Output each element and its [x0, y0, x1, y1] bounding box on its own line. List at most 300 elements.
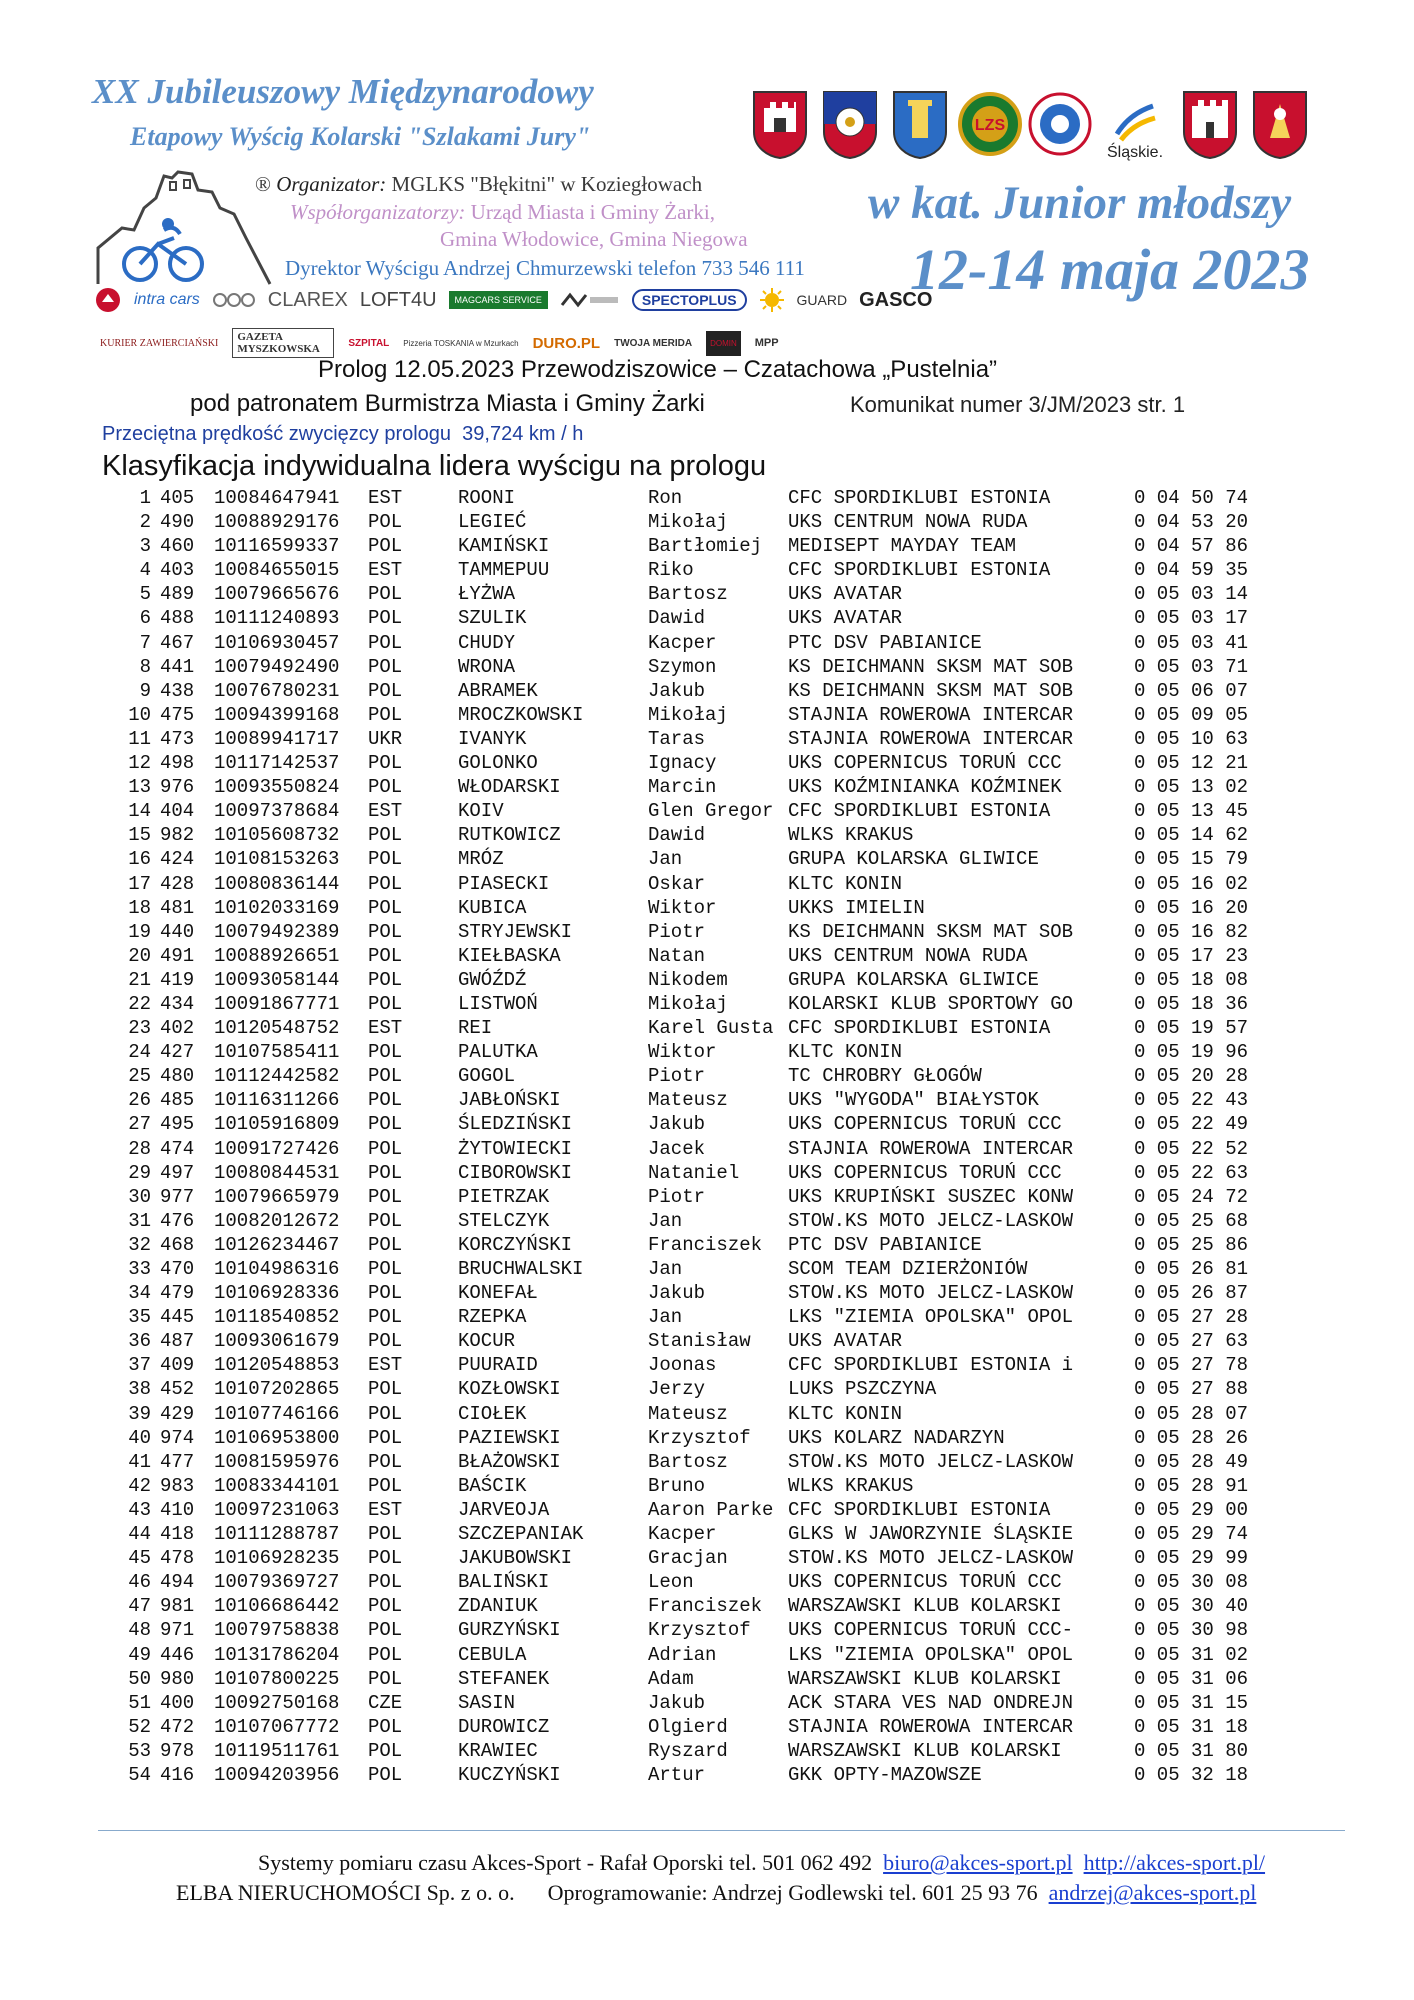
first-name: Jakub — [648, 1282, 706, 1305]
last-name: CEBULA — [458, 1643, 527, 1666]
nationality: EST — [368, 1354, 403, 1377]
nationality: POL — [368, 944, 403, 967]
position: 21 — [128, 968, 151, 991]
uci-id: 10126234467 — [214, 1233, 340, 1256]
bib-number: 978 — [160, 1739, 195, 1762]
uci-id: 10094203956 — [214, 1763, 340, 1786]
first-name: Bartłomiej — [648, 535, 763, 558]
finish-time: 0 05 26 87 — [1134, 1282, 1249, 1305]
finish-time: 0 05 18 36 — [1134, 992, 1249, 1015]
lzs-logo-icon — [958, 86, 1022, 162]
silesia-label: Śląskie. — [1106, 144, 1164, 161]
team-name: GLKS W JAWORZYNIE ŚLĄSKIE — [788, 1523, 1074, 1546]
bib-number: 491 — [160, 944, 195, 967]
last-name: MRÓZ — [458, 848, 504, 871]
first-name: Gracjan — [648, 1547, 728, 1570]
finish-time: 0 05 27 88 — [1134, 1378, 1249, 1401]
team-name: UKS CENTRUM NOWA RUDA — [788, 511, 1028, 534]
bib-number: 446 — [160, 1643, 195, 1666]
team-name: KLTC KONIN — [788, 1041, 903, 1064]
category-title: w kat. Junior młodszy — [868, 177, 1292, 229]
position: 33 — [128, 1258, 151, 1280]
wlodowice-crest-icon — [818, 86, 882, 162]
nationality: POL — [368, 655, 403, 678]
team-name: UKS COPERNICUS TORUŃ CCC — [788, 1571, 1062, 1594]
team-name: CFC SPORDIKLUBI ESTONIA — [788, 1017, 1051, 1040]
first-name: Franciszek — [648, 1233, 763, 1256]
bib-number: 460 — [160, 535, 195, 558]
uci-id: 10097231063 — [214, 1498, 340, 1521]
uci-id: 10088926651 — [214, 944, 340, 967]
bib-number: 497 — [160, 1161, 195, 1184]
finish-time: 0 05 30 98 — [1134, 1619, 1249, 1642]
position: 2 — [139, 511, 151, 534]
nationality: POL — [368, 1378, 403, 1401]
last-name: KOCUR — [458, 1330, 516, 1353]
first-name: Ron — [648, 487, 683, 509]
position: 28 — [128, 1137, 151, 1160]
bib-number: 477 — [160, 1450, 195, 1473]
position: 54 — [128, 1763, 151, 1786]
position: 38 — [128, 1378, 151, 1401]
email-link-andrzej[interactable]: andrzej@akces-sport.pl — [1048, 1880, 1257, 1905]
finish-time: 0 04 50 74 — [1134, 487, 1249, 509]
position: 51 — [128, 1691, 151, 1714]
team-name: STAJNIA ROWEROWA INTERCAR — [788, 727, 1074, 750]
team-name: WARSZAWSKI KLUB KOLARSKI — [788, 1739, 1062, 1762]
first-name: Jerzy — [648, 1378, 706, 1401]
last-name: JABŁOŃSKI — [458, 1089, 561, 1112]
team-name: STOW.KS MOTO JELCZ-LASKOW — [788, 1209, 1074, 1232]
race-dates: 12-14 maja 2023 — [910, 237, 1310, 302]
nationality: POL — [368, 607, 403, 630]
bib-number: 428 — [160, 872, 195, 895]
uci-id: 10111240893 — [214, 607, 340, 630]
team-name: STOW.KS MOTO JELCZ-LASKOW — [788, 1282, 1074, 1305]
last-name: KAMIŃSKI — [458, 535, 550, 558]
bib-number: 974 — [160, 1426, 195, 1449]
first-name: Jacek — [648, 1137, 706, 1160]
nationality: POL — [368, 1089, 403, 1112]
last-name: KIEŁBASKA — [458, 944, 561, 967]
team-name: UKS COPERNICUS TORUŃ CCC- — [788, 1619, 1074, 1642]
last-name: GWÓŹDŹ — [458, 968, 527, 991]
last-name: JAKUBOWSKI — [458, 1547, 573, 1570]
finish-time: 0 05 26 81 — [1134, 1258, 1249, 1280]
last-name: LEGIEĆ — [458, 511, 527, 534]
position: 7 — [139, 631, 151, 654]
first-name: Franciszek — [648, 1595, 763, 1618]
sponsor-merida: TWOJA MERIDA — [614, 337, 693, 349]
sponsor-magcars: MAGCARS SERVICE — [449, 291, 548, 309]
finish-time: 0 05 27 78 — [1134, 1354, 1249, 1377]
coorganizer-label: Współorganizatorzy: — [290, 200, 466, 224]
last-name: KOIV — [458, 800, 504, 823]
footer-divider — [98, 1830, 1345, 1831]
team-name: STOW.KS MOTO JELCZ-LASKOW — [788, 1450, 1074, 1473]
position: 52 — [128, 1715, 151, 1738]
last-name: TAMMEPUU — [458, 559, 550, 582]
position: 17 — [128, 872, 151, 895]
position: 5 — [139, 583, 151, 606]
sponsor-domin: DOMIN — [706, 331, 741, 356]
bib-number: 474 — [160, 1137, 195, 1160]
first-name: Nataniel — [648, 1161, 740, 1184]
bib-number: 445 — [160, 1306, 195, 1329]
bib-number: 409 — [160, 1354, 195, 1377]
position: 32 — [128, 1233, 151, 1256]
position: 29 — [128, 1161, 151, 1184]
team-name: KS DEICHMANN SKSM MAT SOB — [788, 655, 1074, 678]
uci-id: 10083344101 — [214, 1474, 340, 1497]
first-name: Mikołaj — [648, 992, 728, 1015]
sun-icon — [759, 287, 785, 313]
nationality: POL — [368, 679, 403, 702]
bib-number: 485 — [160, 1089, 195, 1112]
nationality: POL — [368, 1619, 403, 1642]
event-subtitle: Etapowy Wyścig Kolarski "Szlakami Jury" — [130, 122, 591, 151]
team-name: CFC SPORDIKLUBI ESTONIA i — [788, 1354, 1074, 1377]
last-name: PAZIEWSKI — [458, 1426, 561, 1449]
team-name: MEDISEPT MAYDAY TEAM — [788, 535, 1017, 558]
software-credit: Oprogramowanie: Andrzej Godlewski tel. 601 25 93 76 — [547, 1880, 1038, 1905]
finish-time: 0 05 17 23 — [1134, 944, 1249, 967]
team-name: SCOM TEAM DZIERŻONIÓW — [788, 1258, 1028, 1280]
uci-id: 10076780231 — [214, 679, 340, 702]
uci-id: 10117142537 — [214, 752, 340, 775]
first-name: Adam — [648, 1667, 694, 1690]
nationality: POL — [368, 1426, 403, 1449]
bib-number: 478 — [160, 1547, 195, 1570]
first-name: Jakub — [648, 679, 706, 702]
finish-time: 0 05 29 00 — [1134, 1498, 1249, 1521]
finish-time: 0 05 29 74 — [1134, 1523, 1249, 1546]
first-name: Wiktor — [648, 896, 717, 919]
nationality: EST — [368, 1498, 403, 1521]
bib-number: 476 — [160, 1209, 195, 1232]
position: 43 — [128, 1498, 151, 1521]
team-name: KLTC KONIN — [788, 1402, 903, 1425]
email-link-biuro[interactable]: biuro@akces-sport.pl — [883, 1850, 1073, 1875]
last-name: ŚLEDZIŃSKI — [458, 1113, 573, 1136]
sponsor-duro: DURO.PL — [532, 334, 601, 352]
footer-line-1 — [258, 1850, 1265, 1876]
finish-time: 0 05 22 52 — [1134, 1137, 1249, 1160]
finish-time: 0 05 18 08 — [1134, 968, 1249, 991]
position: 35 — [128, 1306, 151, 1329]
finish-time: 0 05 03 71 — [1134, 655, 1249, 678]
sponsor-row-1 — [94, 286, 932, 314]
bib-number: 470 — [160, 1258, 195, 1280]
team-name: STAJNIA ROWEROWA INTERCAR — [788, 703, 1074, 726]
uci-id: 10084655015 — [214, 559, 340, 582]
first-name: Olgierd — [648, 1715, 728, 1738]
first-name: Ryszard — [648, 1739, 728, 1762]
uci-id: 10119511761 — [214, 1739, 340, 1762]
first-name: Bartosz — [648, 583, 728, 606]
sponsor-kurier: KURIER ZAWIERCIAŃSKI — [100, 337, 219, 349]
last-name: BRUCHWALSKI — [458, 1258, 584, 1280]
finish-time: 0 05 28 26 — [1134, 1426, 1249, 1449]
position: 26 — [128, 1089, 151, 1112]
bib-number: 467 — [160, 631, 195, 654]
communique-number: Komunikat numer 3/JM/2023 str. 1 — [850, 392, 1186, 417]
sponsor-chain-icon — [212, 289, 256, 311]
finish-time: 0 05 03 41 — [1134, 631, 1249, 654]
last-name: STRYJEWSKI — [458, 920, 573, 943]
first-name: Jan — [648, 1209, 683, 1232]
nationality: POL — [368, 1161, 403, 1184]
first-name: Mikołaj — [648, 703, 728, 726]
finish-time: 0 05 12 21 — [1134, 752, 1249, 775]
first-name: Mikołaj — [648, 511, 728, 534]
nationality: POL — [368, 1450, 403, 1473]
last-name: JARVEOJA — [458, 1498, 550, 1521]
sponsor-clarex: CLAREX — [267, 288, 348, 311]
speed-label: Przeciętna prędkość zwycięzcy prologu — [102, 423, 452, 445]
crests-row — [748, 86, 1312, 162]
nationality: POL — [368, 511, 403, 534]
bib-number: 487 — [160, 1330, 195, 1353]
bib-number: 424 — [160, 848, 195, 871]
position: 49 — [128, 1643, 151, 1666]
bib-number: 498 — [160, 752, 195, 775]
first-name: Krzysztof — [648, 1426, 751, 1449]
last-name: LISTWOŃ — [458, 992, 538, 1015]
uci-id: 10082012672 — [214, 1209, 340, 1232]
team-name: WARSZAWSKI KLUB KOLARSKI — [788, 1667, 1062, 1690]
position: 39 — [128, 1402, 151, 1425]
bib-number: 480 — [160, 1065, 195, 1088]
uci-id: 10120548752 — [214, 1017, 340, 1040]
last-name: KOZŁOWSKI — [458, 1378, 561, 1401]
bib-number: 490 — [160, 511, 195, 534]
first-name: Jakub — [648, 1691, 706, 1714]
last-name: CHUDY — [458, 631, 516, 654]
first-name: Stanisław — [648, 1330, 751, 1353]
finish-time: 0 05 14 62 — [1134, 824, 1249, 847]
position: 18 — [128, 896, 151, 919]
uci-id: 10089941717 — [214, 727, 340, 750]
team-name: STOW.KS MOTO JELCZ-LASKOW — [788, 1547, 1074, 1570]
nationality: POL — [368, 848, 403, 871]
first-name: Piotr — [648, 920, 706, 943]
sponsor-gasco: GASCO — [859, 288, 933, 311]
uci-id: 10102033169 — [214, 896, 340, 919]
bib-number: 419 — [160, 968, 195, 991]
position: 34 — [128, 1282, 151, 1305]
first-name: Joonas — [648, 1354, 717, 1377]
bib-number: 429 — [160, 1402, 195, 1425]
position: 14 — [128, 800, 151, 823]
nationality: POL — [368, 1065, 403, 1088]
position: 6 — [139, 607, 151, 630]
bib-number: 418 — [160, 1523, 195, 1546]
uci-id: 10118540852 — [214, 1306, 340, 1329]
first-name: Dawid — [648, 607, 706, 630]
team-name: PTC DSV PABIANICE — [788, 631, 982, 654]
first-name: Riko — [648, 559, 694, 582]
finish-time: 0 05 28 49 — [1134, 1450, 1249, 1473]
finish-time: 0 05 13 02 — [1134, 776, 1249, 799]
first-name: Oskar — [648, 872, 706, 895]
nationality: POL — [368, 1547, 403, 1570]
last-name: WŁODARSKI — [458, 776, 561, 799]
bib-number: 983 — [160, 1474, 195, 1497]
uci-id: 10080844531 — [214, 1161, 340, 1184]
sponsor-wave-icon — [560, 289, 620, 311]
uci-id: 10079758838 — [214, 1619, 340, 1642]
uci-id: 10105916809 — [214, 1113, 340, 1136]
nationality: EST — [368, 487, 403, 509]
nationality: POL — [368, 703, 403, 726]
last-name: STELCZYK — [458, 1209, 550, 1232]
position: 36 — [128, 1330, 151, 1353]
last-name: GOLONKO — [458, 752, 538, 775]
bib-number: 980 — [160, 1667, 195, 1690]
last-name: MROCZKOWSKI — [458, 703, 584, 726]
first-name: Aaron Parke — [648, 1498, 774, 1521]
position: 27 — [128, 1113, 151, 1136]
last-name: PUURAID — [458, 1354, 538, 1377]
nationality: EST — [368, 1017, 403, 1040]
uci-id: 10091867771 — [214, 992, 340, 1015]
uci-id: 10112442582 — [214, 1065, 340, 1088]
nationality: UKR — [368, 727, 403, 750]
sponsor-pizzeria: Pizzeria TOSKANIA w Mzurkach — [403, 338, 519, 348]
position: 40 — [128, 1426, 151, 1449]
position: 24 — [128, 1041, 151, 1064]
uci-id: 10079369727 — [214, 1571, 340, 1594]
team-name: KOLARSKI KLUB SPORTOWY GO — [788, 992, 1074, 1015]
last-name: ABRAMEK — [458, 679, 538, 702]
uci-id: 10091727426 — [214, 1137, 340, 1160]
nationality: POL — [368, 872, 403, 895]
mountain-cyclist-icon — [94, 168, 274, 288]
last-name: RUTKOWICZ — [458, 824, 561, 847]
team-name: UKS AVATAR — [788, 583, 903, 606]
position: 41 — [128, 1450, 151, 1473]
uci-id: 10111288787 — [214, 1523, 340, 1546]
bib-number: 403 — [160, 559, 195, 582]
team-name: UKS COPERNICUS TORUŃ CCC — [788, 1113, 1062, 1136]
position: 42 — [128, 1474, 151, 1497]
team-name: WARSZAWSKI KLUB KOLARSKI — [788, 1595, 1062, 1618]
uci-id: 10094399168 — [214, 703, 340, 726]
classification-title: Klasyfikacja indywidualna lidera wyścigu na prologu — [102, 450, 767, 482]
team-name: UKS AVATAR — [788, 1330, 903, 1353]
sponsor-row-2 — [100, 328, 779, 358]
uci-id: 10106928235 — [214, 1547, 340, 1570]
first-name: Glen Gregor — [648, 800, 774, 823]
uci-id: 10107585411 — [214, 1041, 340, 1064]
bib-number: 982 — [160, 824, 195, 847]
finish-time: 0 04 57 86 — [1134, 535, 1249, 558]
position: 13 — [128, 776, 151, 799]
finish-time: 0 05 03 17 — [1134, 607, 1249, 630]
team-name: KLTC KONIN — [788, 872, 903, 895]
uci-id: 10093058144 — [214, 968, 340, 991]
nationality: POL — [368, 896, 403, 919]
uci-id: 10116599337 — [214, 535, 340, 558]
team-name: CFC SPORDIKLUBI ESTONIA — [788, 800, 1051, 823]
finish-time: 0 05 32 18 — [1134, 1763, 1249, 1786]
website-link[interactable]: http://akces-sport.pl/ — [1083, 1850, 1266, 1875]
sponsor-intracars: intra cars — [134, 291, 200, 308]
last-name: KORCZYŃSKI — [458, 1233, 573, 1256]
position: 1 — [139, 487, 151, 509]
position: 31 — [128, 1209, 151, 1232]
finish-time: 0 05 06 07 — [1134, 679, 1249, 702]
bib-number: 981 — [160, 1595, 195, 1618]
silesia-waves-icon — [1111, 100, 1159, 144]
team-name: UKS "WYGODA" BIAŁYSTOK — [788, 1089, 1039, 1112]
coorganizer-value-1: Urząd Miasta i Gminy Żarki, — [470, 200, 716, 224]
uci-id: 10092750168 — [214, 1691, 340, 1714]
uci-id: 10106686442 — [214, 1595, 340, 1618]
first-name: Bruno — [648, 1474, 706, 1497]
nationality: POL — [368, 583, 403, 606]
last-name: PALUTKA — [458, 1041, 538, 1064]
last-name: BŁAŻOWSKI — [458, 1450, 561, 1473]
speed-value: 39,724 km / h — [462, 423, 584, 445]
position: 16 — [128, 848, 151, 871]
bib-number: 971 — [160, 1619, 195, 1642]
position: 4 — [139, 559, 151, 582]
zarki-crest-icon — [748, 86, 812, 162]
finish-time: 0 05 16 82 — [1134, 920, 1249, 943]
position: 11 — [128, 727, 151, 750]
position: 9 — [139, 679, 151, 702]
uci-id: 10079492490 — [214, 655, 340, 678]
nationality: POL — [368, 1185, 403, 1208]
first-name: Nikodem — [648, 968, 728, 991]
first-name: Marcin — [648, 776, 717, 799]
last-name: DUROWICZ — [458, 1715, 550, 1738]
nationality: POL — [368, 1739, 403, 1762]
uci-id: 10106928336 — [214, 1282, 340, 1305]
silesia-logo — [1098, 86, 1172, 162]
team-name: WLKS KRAKUS — [788, 824, 914, 847]
bib-number: 977 — [160, 1185, 195, 1208]
position: 23 — [128, 1017, 151, 1040]
bib-number: 489 — [160, 583, 195, 606]
nationality: POL — [368, 1330, 403, 1353]
event-title: XX Jubileuszowy Międzynarodowy — [92, 72, 594, 111]
first-name: Piotr — [648, 1065, 706, 1088]
first-name: Artur — [648, 1763, 706, 1786]
svg-text:LZS: LZS — [974, 117, 1006, 134]
uci-id: 10106953800 — [214, 1426, 340, 1449]
last-name: CIOŁEK — [458, 1402, 527, 1425]
first-name: Bartosz — [648, 1450, 728, 1473]
team-name: UKS CENTRUM NOWA RUDA — [788, 944, 1028, 967]
race-logo — [94, 168, 274, 293]
last-name: SZULIK — [458, 607, 527, 630]
nationality: POL — [368, 824, 403, 847]
kozieglowy-crest-icon — [1248, 86, 1312, 162]
prolog-line: Prolog 12.05.2023 Przewodziszowice – Czatachowa „Pustelnia” — [318, 356, 998, 383]
bib-number: 404 — [160, 800, 195, 823]
team-name: TC CHROBRY GŁOGÓW — [788, 1065, 982, 1088]
last-name: KRAWIEC — [458, 1739, 538, 1762]
finish-time: 0 05 30 40 — [1134, 1595, 1249, 1618]
sponsor-szpital: SZPITAL — [348, 337, 390, 349]
first-name: Piotr — [648, 1185, 706, 1208]
bib-number: 427 — [160, 1041, 195, 1064]
finish-time: 0 05 10 63 — [1134, 727, 1249, 750]
timing-company: Systemy pomiaru czasu Akces-Sport - Rafał Oporski tel. 501 062 492 — [258, 1850, 873, 1875]
